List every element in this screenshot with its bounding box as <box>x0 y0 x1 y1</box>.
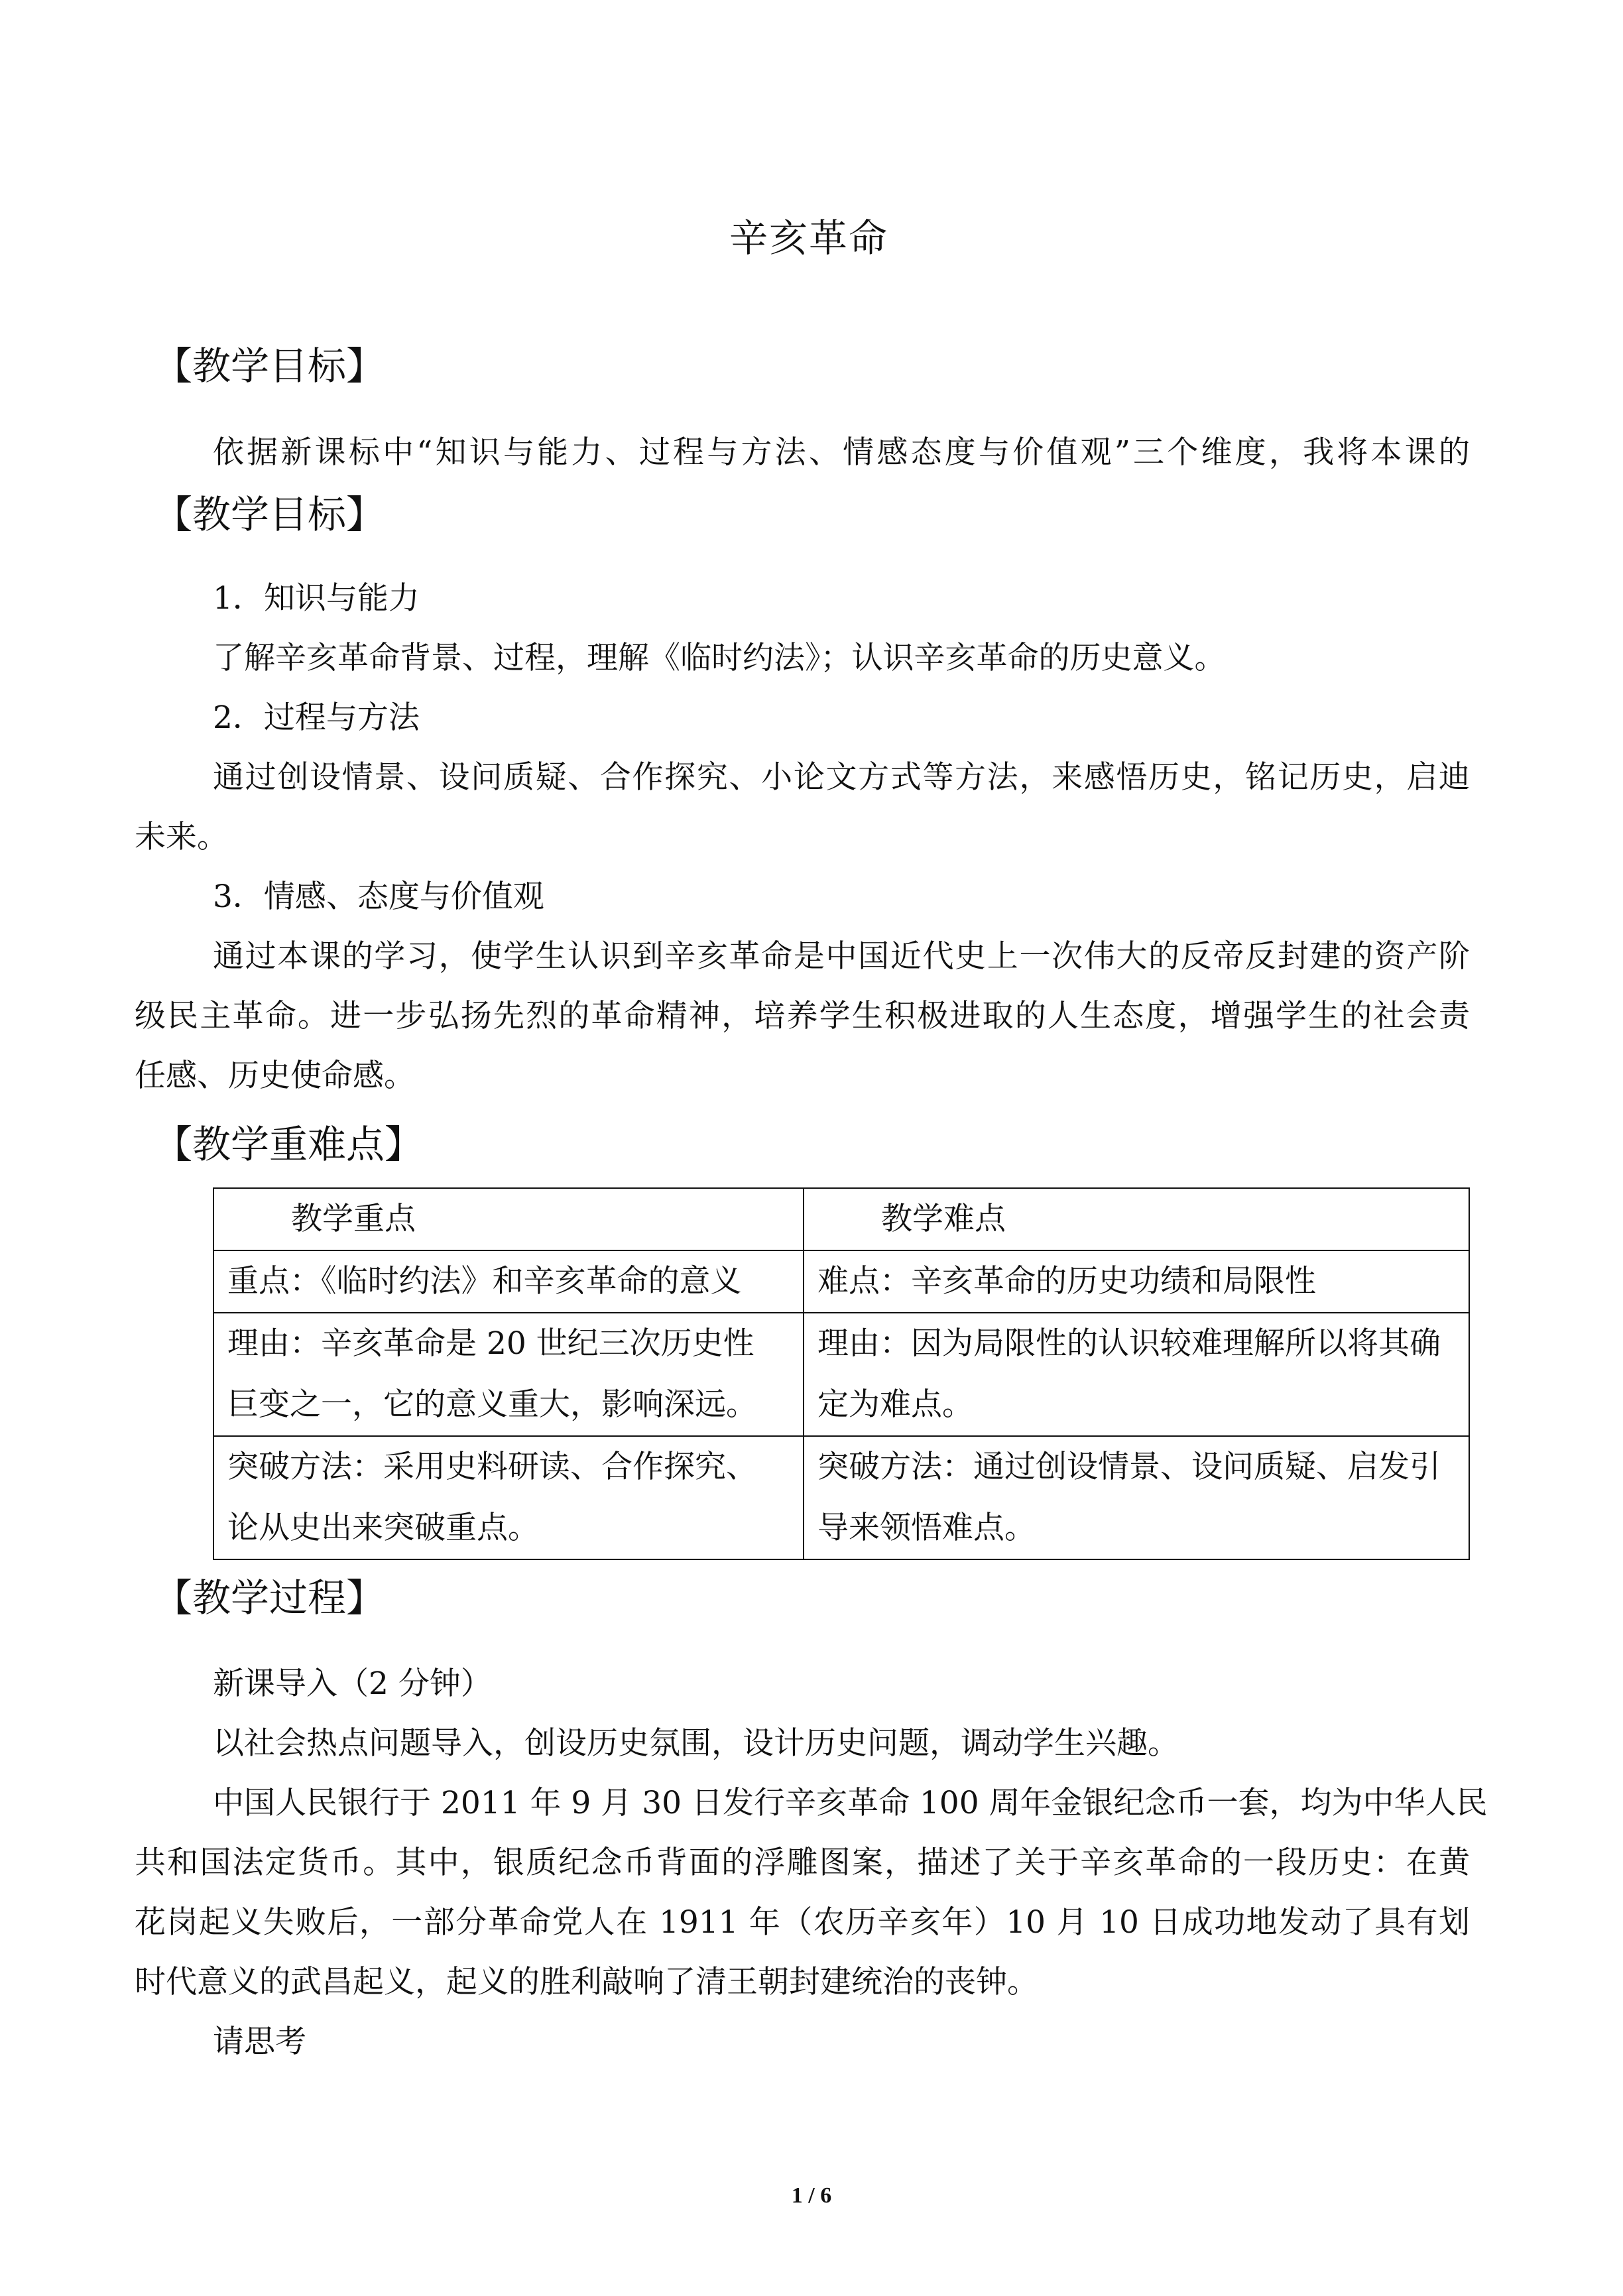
table-cell: 突破方法：采用史料研读、合作探究、 论从史出来突破重点。 <box>213 1436 804 1559</box>
objective-text-1-line-1: 了解辛亥革命背景、过程，理解《临时约法》；认识辛亥革命的历史意义。 <box>213 640 1226 676</box>
table-cell: 突破方法：通过创设情景、设问质疑、启发引 导来领悟难点。 <box>804 1436 1469 1559</box>
process-intro-desc: 以社会热点问题导入，创设历史氛围，设计历史问题，调动学生兴趣。 <box>213 1725 1179 1762</box>
objective-label-1: 1．知识与能力 <box>213 580 420 617</box>
table-header-cell: 教学重点 <box>213 1188 804 1250</box>
table-cell: 难点：辛亥革命的历史功绩和局限性 <box>804 1250 1469 1313</box>
table-row <box>213 1436 1469 1559</box>
table-cell: 理由：因为局限性的认识较难理解所以将其确 定为难点。 <box>804 1313 1469 1436</box>
objective-label-3: 3．情感、态度与价值观 <box>213 878 544 915</box>
process-intro-title: 新课导入（2 分钟） <box>213 1665 492 1702</box>
table-header-row <box>213 1188 1469 1250</box>
process-prompt: 请思考 <box>213 2024 306 2060</box>
objective-text-3-line-1: 通过本课的学习，使学生认识到辛亥革命是中国近代史上一次伟大的反帝反封建的资产阶 <box>213 938 1470 975</box>
process-story-line-3: 花岗起义失败后，一部分革命党人在 1911 年（农历辛亥年）10 月 10 日成功地发动了具有划 <box>135 1904 1470 1941</box>
process-story-line-1: 中国人民银行于 2011 年 9 月 30 日发行辛亥革命 100 周年金银纪念币一套，均为中华人民 <box>213 1785 1488 1821</box>
table-row <box>213 1313 1469 1436</box>
process-story-line-4: 时代意义的武昌起义，起义的胜利敲响了清王朝封建统治的丧钟。 <box>135 1964 1038 2000</box>
objective-text-3-line-2: 级民主革命。进一步弘扬先烈的革命精神，培养学生积极进取的人生态度，增强学生的社会责 <box>135 998 1470 1034</box>
objective-text-3-line-3: 任感、历史使命感。 <box>135 1057 415 1094</box>
objective-label-2: 2．过程与方法 <box>213 699 420 736</box>
process-story-line-2: 共和国法定货币。其中，银质纪念币背面的浮雕图案，描述了关于辛亥革命的一段历史：在黄 <box>135 1844 1470 1881</box>
objective-text-2-line-1: 通过创设情景、设问质疑、合作探究、小论文方式等方法，来感悟历史，铭记历史，启迪 <box>213 759 1470 796</box>
objective-text-2-line-2: 未来。 <box>135 819 228 855</box>
table-row <box>213 1250 1469 1313</box>
page-number: 1 / 6 <box>791 2183 832 2208</box>
page-title: 辛亥革命 <box>729 215 889 261</box>
objectives-intro: 依据新课标中“知识与能力、过程与方法、情感态度与价值观”三个维度，我将本课的 <box>213 434 1470 471</box>
section-heading-keypoints: 【教学重难点】 <box>154 1122 424 1167</box>
keypoints-table <box>213 1187 1470 1560</box>
section-heading-process: 【教学过程】 <box>154 1575 385 1620</box>
objectives-subheading: 【教学目标】 <box>154 492 385 537</box>
table-cell: 重点：《临时约法》和辛亥革命的意义 <box>213 1250 804 1313</box>
section-heading-objectives: 【教学目标】 <box>154 343 385 389</box>
table-cell: 理由：辛亥革命是 20 世纪三次历史性 巨变之一，它的意义重大，影响深远。 <box>213 1313 804 1436</box>
table-header-cell: 教学难点 <box>804 1188 1469 1250</box>
